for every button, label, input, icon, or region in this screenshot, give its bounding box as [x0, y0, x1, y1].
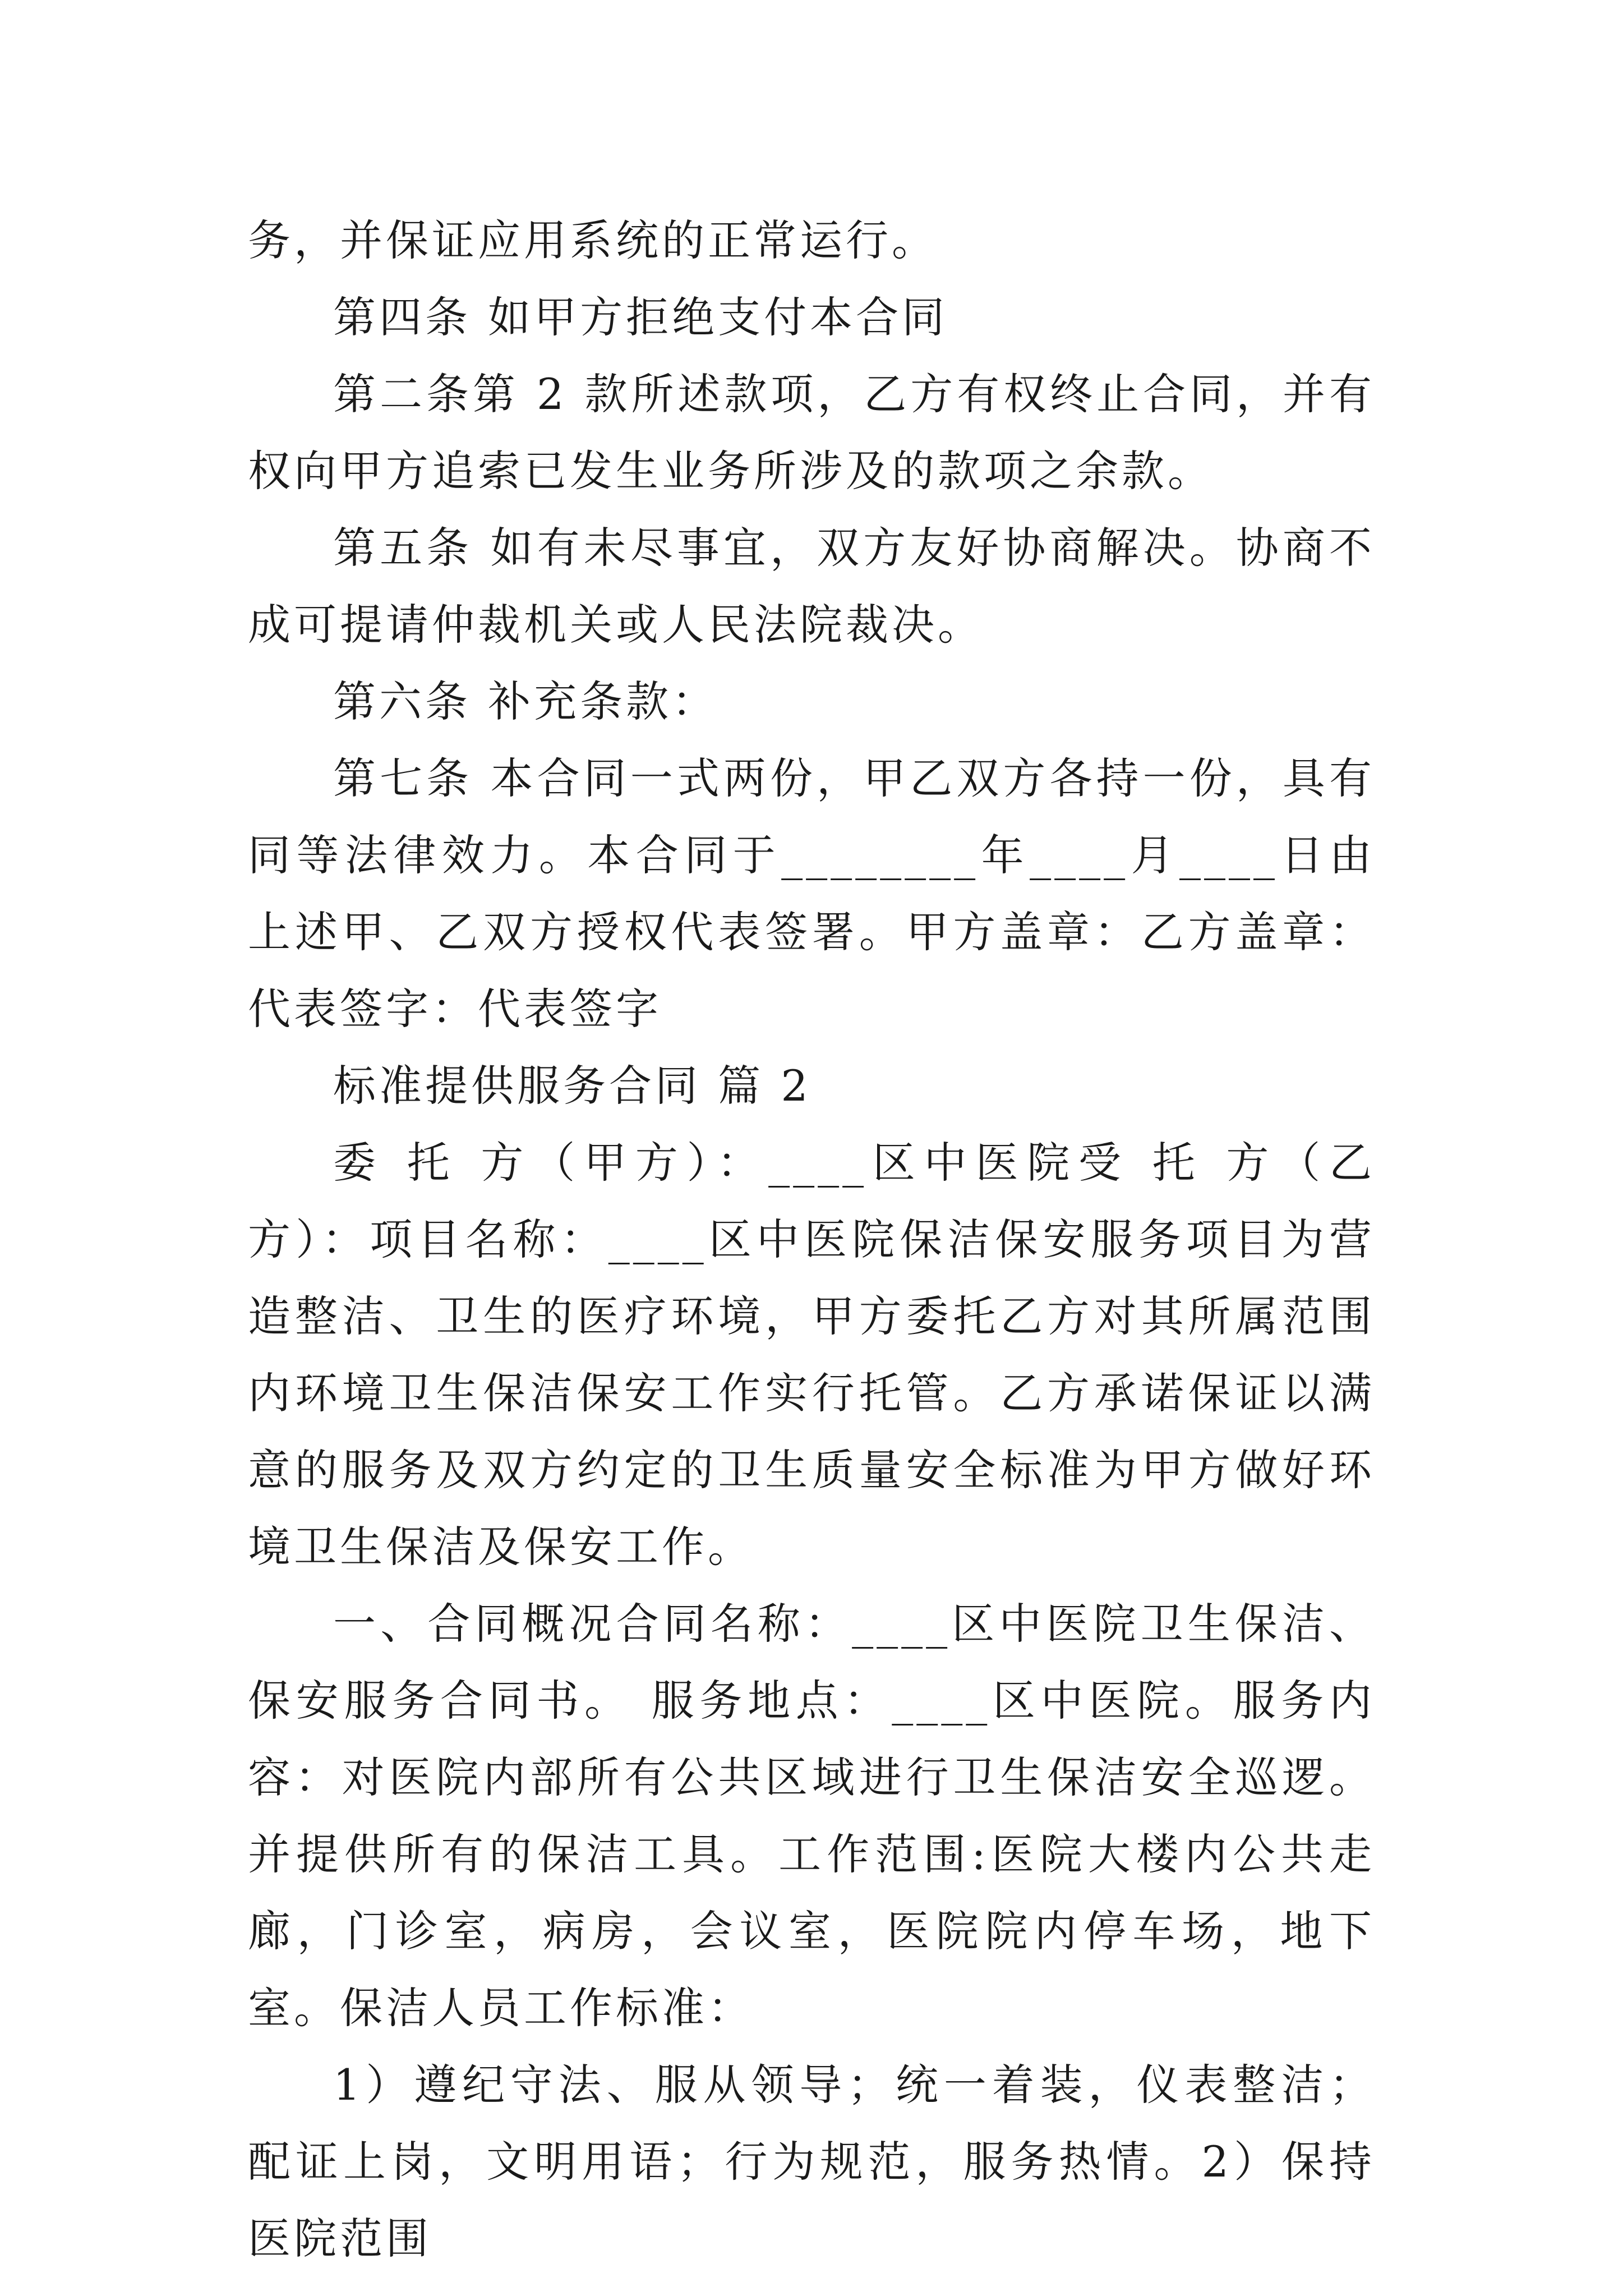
- paragraph-article-4: 第四条 如甲方拒绝支付本合同: [333, 292, 948, 342]
- section-heading: 标准提供服务合同 篇 2: [333, 1061, 811, 1111]
- paragraph-article-5: 第五条 如有未尽事宜，双方友好协商解决。协商不成可提请仲裁机关或人民法院裁决。: [248, 523, 1375, 650]
- document-body: [248, 202, 1375, 2277]
- paragraph-parties: 委 托 方（甲方）：____区中医院受 托 方（乙方）：项目名称：____区中医院保洁保安服务项目为营造整洁、卫生的医疗环境，甲方委托乙方对其所属范围内环境卫生保洁保安工作实行托管。乙方承诺保证以满意的服务及双方约定的卫生质量安全标准为甲方做好环境卫生保洁及保安工作。: [248, 1138, 1375, 1572]
- paragraph-article-2-clause: 第二条第 2 款所述款项，乙方有权终止合同，并有权向甲方追索已发生业务所涉及的款项之余款。: [248, 369, 1375, 496]
- paragraph-work-standards: 1）遵纪守法、服从领导；统一着装，仪表整洁；配证上岗，文明用语；行为规范，服务热情。2）保持医院范围: [248, 2060, 1375, 2263]
- paragraph-contract-overview: 一、合同概况合同名称：____区中医院卫生保洁、保安服务合同书。 服务地点：____区中医院。服务内容：对医院内部所有公共区域进行卫生保洁安全巡逻。并提供所有的保洁工具。工作范围:医院大楼内公共走廊，门诊室，病房，会议室，医院院内停车场，地下室。保洁人员工作标准：: [248, 1599, 1375, 2033]
- paragraph-article-7: 第七条 本合同一式两份，甲乙双方各持一份，具有同等法律效力。本合同于________年____月____日由上述甲、乙双方授权代表签署。甲方盖章：乙方盖章：代表签字：代表签字: [248, 753, 1375, 1034]
- paragraph-continuation: 务，并保证应用系统的正常运行。: [248, 215, 938, 265]
- paragraph-article-6: 第六条 补充条款：: [333, 677, 718, 726]
